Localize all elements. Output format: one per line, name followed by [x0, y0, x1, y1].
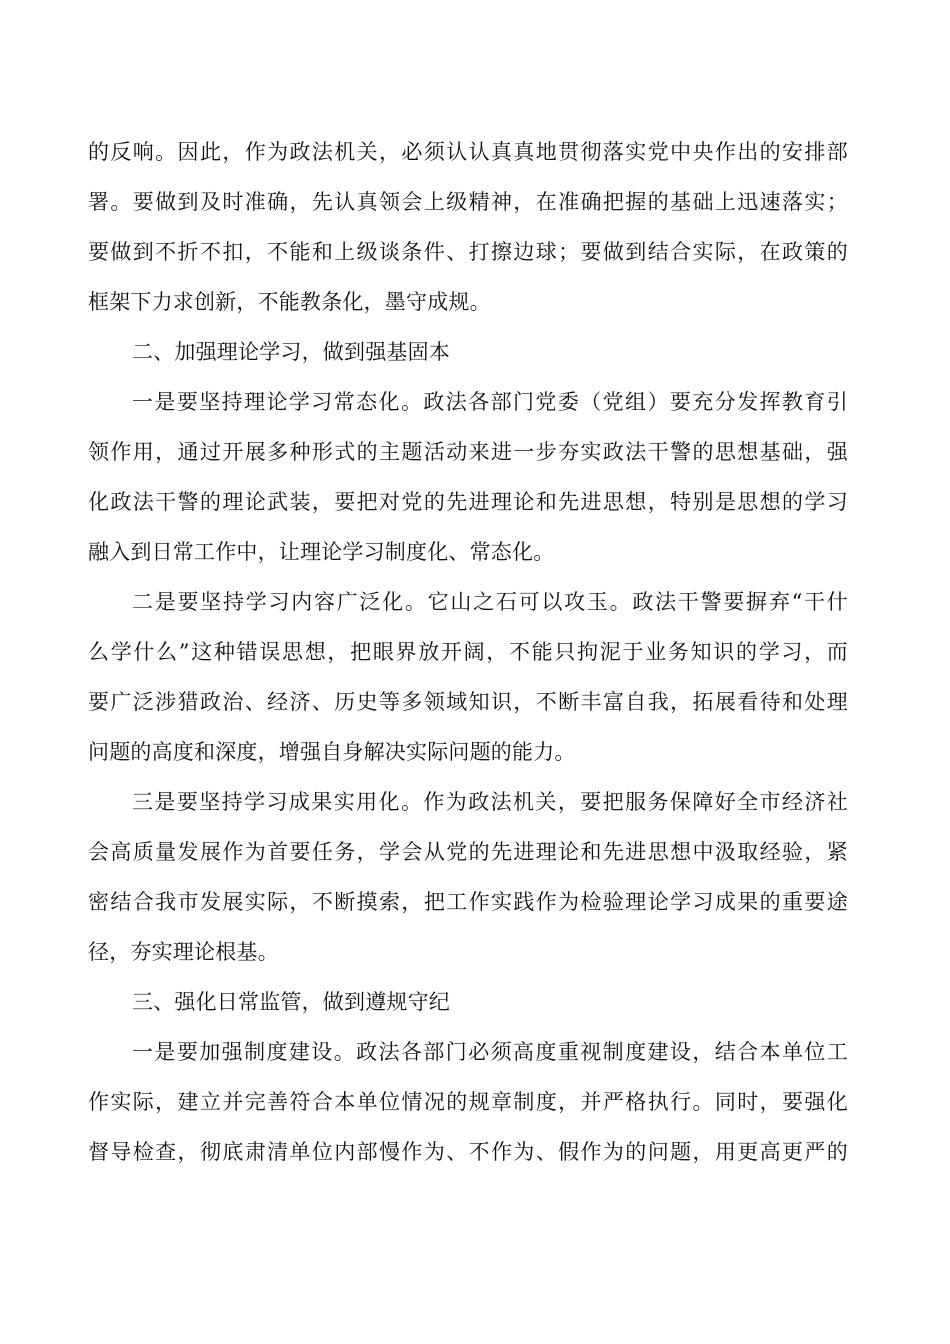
paragraph-line: 会高质量发展作为首要任务，学会从党的先进理论和先进思想中汲取经验，紧	[88, 840, 848, 864]
paragraph-line: 要做到不折不扣，不能和上级谈条件、打擦边球；要做到结合实际，在政策的	[88, 240, 848, 264]
paragraph-line: 三是要坚持学习成果实用化。作为政法机关，要把服务保障好全市经济社	[132, 790, 848, 814]
paragraph-line: 的反响。因此，作为政法机关，必须认认真真地贯彻落实党中央作出的安排部	[88, 140, 848, 164]
paragraph-line: 署。要做到及时准确，先认真领会上级精神，在准确把握的基础上迅速落实；	[88, 190, 848, 214]
paragraph-line: 要广泛涉猎政治、经济、历史等多领域知识，不断丰富自我，拓展看待和处理	[88, 690, 848, 714]
paragraph-line: 密结合我市发展实际，不断摸索，把工作实践作为检验理论学习成果的重要途	[88, 890, 848, 914]
section-heading: 二、加强理论学习，做到强基固本	[132, 340, 450, 364]
paragraph-line: 么学什么”这种错误思想，把眼界放开阔，不能只拘泥于业务知识的学习，而	[88, 640, 848, 664]
paragraph-line: 领作用，通过开展多种形式的主题活动来进一步夯实政法干警的思想基础，强	[88, 440, 848, 464]
paragraph-line: 化政法干警的理论武装，要把对党的先进理论和先进思想，特别是思想的学习	[88, 490, 848, 514]
paragraph-line: 融入到日常工作中，让理论学习制度化、常态化。	[88, 540, 555, 564]
document-body	[88, 127, 848, 1177]
paragraph-line: 作实际，建立并完善符合本单位情况的规章制度，并严格执行。同时，要强化	[88, 1090, 848, 1114]
paragraph-line: 一是要加强制度建设。政法各部门必须高度重视制度建设，结合本单位工	[132, 1040, 848, 1064]
paragraph-line: 问题的高度和深度，增强自身解决实际问题的能力。	[88, 740, 576, 764]
paragraph-line: 二是要坚持学习内容广泛化。它山之石可以攻玉。政法干警要摒弃“干什	[132, 590, 848, 614]
section-heading: 三、强化日常监管，做到遵规守纪	[132, 990, 450, 1014]
paragraph-line: 框架下力求创新，不能教条化，墨守成规。	[88, 290, 491, 314]
paragraph-line: 督导检查，彻底肃清单位内部慢作为、不作为、假作为的问题，用更高更严的	[88, 1140, 848, 1164]
paragraph-line: 一是要坚持理论学习常态化。政法各部门党委（党组）要充分发挥教育引	[132, 390, 848, 414]
paragraph-line: 径，夯实理论根基。	[88, 940, 279, 964]
